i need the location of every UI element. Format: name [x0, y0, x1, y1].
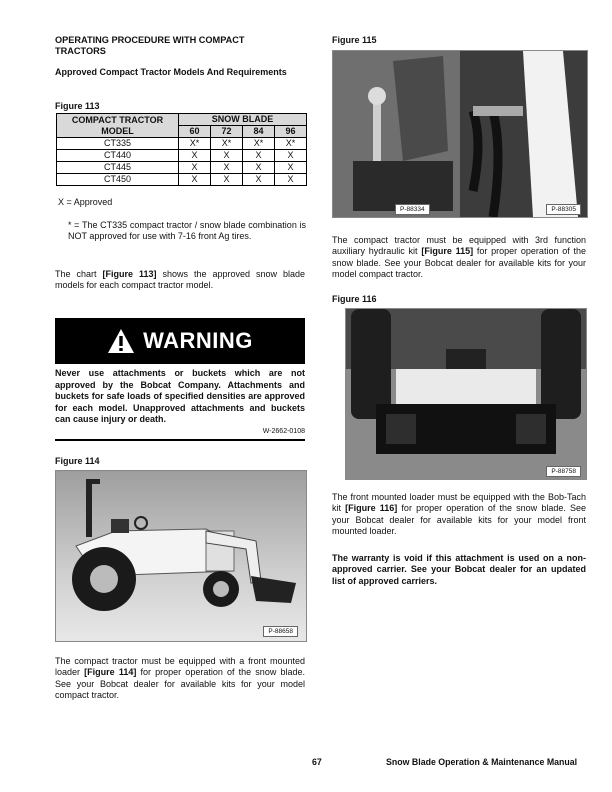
asterisk-note: * = The CT335 compact tractor / snow blade combination is NOT approved for use with 7-16 front Ag tires. [68, 220, 306, 242]
figure-116-code: P-88758 [546, 466, 581, 477]
table-cell: X [275, 174, 307, 186]
table-cell: X [275, 150, 307, 162]
table-cell: X [211, 174, 243, 186]
warning-banner [55, 318, 305, 364]
figure-114-photo [55, 470, 307, 642]
figure-115-photo [332, 50, 588, 218]
subsection-title: Approved Compact Tractor Models And Requirements [55, 67, 287, 77]
table-header-model: COMPACT TRACTOR MODEL [57, 114, 179, 138]
table-cell-model: CT445 [57, 162, 179, 174]
table-cell-model: CT335 [57, 138, 179, 150]
hydraulic-paragraph: The compact tractor must be equipped with 3rd function auxiliary hydraulic kit [Figure 115] for proper operation of the snow blade. See your Bobcat dealer for available kits for your model compact tractor. [332, 235, 586, 280]
table-row [57, 150, 307, 162]
figure-115-label: Figure 115 [332, 35, 377, 45]
table-header-size: 96 [275, 126, 307, 138]
page-number: 67 [312, 757, 322, 767]
table-header-snow-blade: SNOW BLADE [179, 114, 307, 126]
figure-116-label: Figure 116 [332, 294, 377, 304]
table-row [57, 174, 307, 186]
table-cell: X* [243, 138, 275, 150]
table-cell: X [179, 150, 211, 162]
bobtach-paragraph: The front mounted loader must be equipped with the Bob-Tach kit [Figure 116] for proper operation of the snow blade. See your Bobcat dealer for available kits for your model front mounted loader. [332, 492, 586, 537]
table-cell: X [179, 162, 211, 174]
figure-114-label: Figure 114 [55, 456, 100, 466]
warning-divider [55, 439, 305, 441]
loader-paragraph: The compact tractor must be equipped with a front mounted loader [Figure 114] for proper operation of the snow blade. See your Bobcat dealer for available kits for your model compact tractor. [55, 656, 305, 701]
table-cell: X [211, 162, 243, 174]
approved-models-table [56, 113, 307, 186]
table-cell: X [179, 174, 211, 186]
table-header-size: 84 [243, 126, 275, 138]
table-cell: X* [275, 138, 307, 150]
table-cell: X [243, 162, 275, 174]
section-title: OPERATING PROCEDURE WITH COMPACT TRACTORS [55, 35, 245, 56]
table-cell-model: CT440 [57, 150, 179, 162]
table-header-size: 60 [179, 126, 211, 138]
manual-title: Snow Blade Operation & Maintenance Manual [386, 757, 578, 767]
warranty-paragraph: The warranty is void if this attachment is used on a non-approved carrier. See your Bobcat dealer for an updated list of approved carriers. [332, 553, 586, 586]
figure-113-label: Figure 113 [55, 101, 100, 111]
table-cell: X* [179, 138, 211, 150]
warning-triangle-icon [107, 328, 135, 354]
chart-paragraph: The chart [Figure 113] shows the approved snow blade models for each compact tractor model. [55, 269, 305, 291]
table-cell-model: CT450 [57, 174, 179, 186]
table-row [57, 162, 307, 174]
table-cell: X [243, 150, 275, 162]
figure-116-photo [345, 308, 587, 480]
approved-note: X = Approved [58, 197, 113, 207]
table-cell: X [211, 150, 243, 162]
table-cell: X [243, 174, 275, 186]
hydraulic-kit-image [333, 51, 587, 217]
table-row [57, 138, 307, 150]
table-header-size: 72 [211, 126, 243, 138]
warning-title: WARNING [143, 328, 253, 353]
warning-body: Never use attachments or buckets which are not approved by the Bobcat Company. Attachments and buckets for safe loads of specified densities are approved for each model. Unapproved attachments and buckets can cause injury or death. [55, 368, 305, 425]
compact-tractor-image [56, 471, 306, 641]
figure-114-code: P-88658 [263, 626, 298, 637]
table-cell: X [275, 162, 307, 174]
table-cell: X* [211, 138, 243, 150]
warning-code: W-2662-0108 [262, 428, 305, 435]
figure-115-code-b: P-88305 [546, 204, 581, 215]
figure-115-code-a: P-88334 [395, 204, 430, 215]
bob-tach-image [346, 309, 586, 479]
